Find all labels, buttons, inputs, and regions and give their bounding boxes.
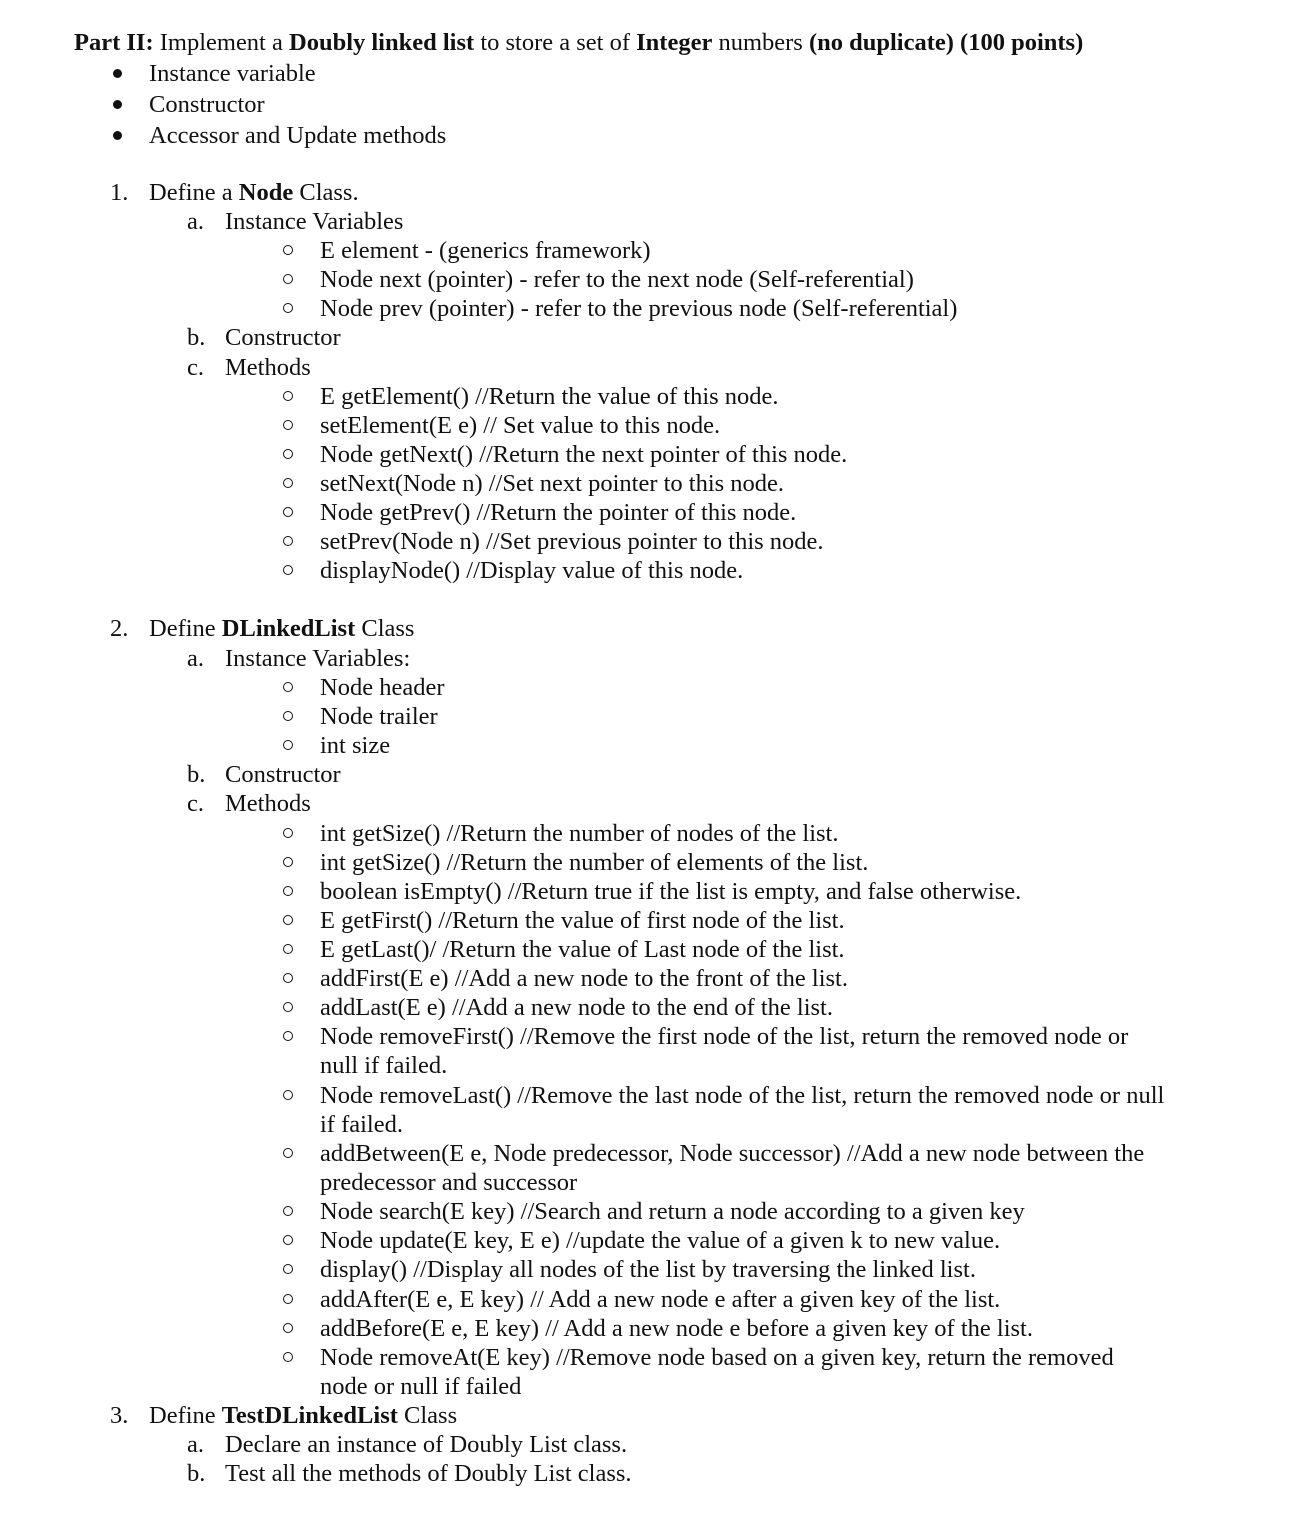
- circle-bullet-icon: [283, 478, 293, 488]
- subsection-label: Constructor: [225, 761, 341, 788]
- list-item: displayNode() //Display value of this node.: [320, 557, 744, 584]
- list-item: E getElement() //Return the value of this node.: [320, 383, 779, 410]
- circle-bullet-icon: [283, 536, 293, 546]
- list-item: E getLast()/ /Return the value of Last node of the list.: [320, 936, 845, 963]
- list-item: Node prev (pointer) - refer to the previous node (Self-referential): [320, 295, 958, 322]
- section-number: 2.: [110, 615, 129, 642]
- circle-bullet-icon: [283, 1235, 293, 1245]
- circle-bullet-icon: [283, 915, 293, 925]
- list-item: Node getPrev() //Return the pointer of this node.: [320, 499, 797, 526]
- bullet-item: Constructor: [149, 91, 265, 118]
- circle-bullet-icon: [283, 886, 293, 896]
- circle-bullet-icon: [283, 1323, 293, 1333]
- list-item: Node update(E key, E e) //update the value of a given k to new value.: [320, 1227, 1001, 1254]
- circle-bullet-icon: [283, 391, 293, 401]
- subsection-label: Instance Variables:: [225, 645, 411, 672]
- list-item: boolean isEmpty() //Return true if the list is empty, and false otherwise.: [320, 878, 1022, 905]
- list-item: int getSize() //Return the number of elements of the list.: [320, 849, 869, 876]
- subsection-marker: b.: [187, 761, 206, 788]
- section-number: 3.: [110, 1402, 129, 1429]
- bullet-item: Instance variable: [149, 60, 316, 87]
- section-number: 1.: [110, 179, 129, 206]
- circle-bullet-icon: [283, 857, 293, 867]
- circle-bullet-icon: [283, 1090, 293, 1100]
- list-item-continuation: node or null if failed: [320, 1373, 522, 1400]
- circle-bullet-icon: [283, 1002, 293, 1012]
- circle-bullet-icon: [283, 1031, 293, 1041]
- circle-bullet-icon: [283, 1206, 293, 1216]
- subsection-marker: c.: [187, 790, 204, 817]
- subsection-label: Test all the methods of Doubly List class.: [225, 1460, 632, 1487]
- circle-bullet-icon: [283, 682, 293, 692]
- circle-bullet-icon: [283, 274, 293, 284]
- part-heading: Part II: Implement a Doubly linked list to store a set of Integer numbers (no duplicate) (100 points): [74, 29, 1084, 56]
- subsection-marker: a.: [187, 1431, 204, 1458]
- list-item: setElement(E e) // Set value to this node.: [320, 412, 721, 439]
- subsection-marker: b.: [187, 1460, 206, 1487]
- list-item: addFirst(E e) //Add a new node to the front of the list.: [320, 965, 848, 992]
- circle-bullet-icon: [283, 420, 293, 430]
- list-item-continuation: null if failed.: [320, 1052, 448, 1079]
- circle-bullet-icon: [283, 1294, 293, 1304]
- subsection-marker: b.: [187, 324, 206, 351]
- list-item: int size: [320, 732, 391, 759]
- bullet-item: Accessor and Update methods: [149, 122, 447, 149]
- circle-bullet-icon: [283, 245, 293, 255]
- section-2-title: Define DLinkedList Class: [149, 615, 415, 642]
- circle-bullet-icon: [283, 973, 293, 983]
- circle-bullet-icon: [283, 565, 293, 575]
- circle-bullet-icon: [283, 1352, 293, 1362]
- list-item: Node search(E key) //Search and return a node according to a given key: [320, 1198, 1025, 1225]
- circle-bullet-icon: [283, 740, 293, 750]
- list-item: setPrev(Node n) //Set previous pointer to this node.: [320, 528, 824, 555]
- list-item: int getSize() //Return the number of nodes of the list.: [320, 820, 839, 847]
- section-1-title: Define a Node Class.: [149, 179, 359, 206]
- list-item: E element - (generics framework): [320, 237, 651, 264]
- circle-bullet-icon: [283, 449, 293, 459]
- list-item: display() //Display all nodes of the list by traversing the linked list.: [320, 1256, 976, 1283]
- list-item: Node next (pointer) - refer to the next node (Self-referential): [320, 266, 914, 293]
- circle-bullet-icon: [283, 1264, 293, 1274]
- list-item: addBetween(E e, Node predecessor, Node successor) //Add a new node between the: [320, 1140, 1145, 1167]
- list-item: Node removeAt(E key) //Remove node based on a given key, return the removed: [320, 1344, 1114, 1371]
- subsection-marker: a.: [187, 645, 204, 672]
- circle-bullet-icon: [283, 1148, 293, 1158]
- circle-bullet-icon: [283, 944, 293, 954]
- subsection-label: Methods: [225, 354, 311, 381]
- list-item-continuation: predecessor and successor: [320, 1169, 578, 1196]
- subsection-marker: c.: [187, 354, 204, 381]
- list-item: setNext(Node n) //Set next pointer to this node.: [320, 470, 785, 497]
- subsection-marker: a.: [187, 208, 204, 235]
- list-item: Node trailer: [320, 703, 438, 730]
- subsection-label: Methods: [225, 790, 311, 817]
- section-3-title: Define TestDLinkedList Class: [149, 1402, 458, 1429]
- list-item: addAfter(E e, E key) // Add a new node e after a given key of the list.: [320, 1286, 1001, 1313]
- subsection-label: Declare an instance of Doubly List class.: [225, 1431, 628, 1458]
- circle-bullet-icon: [283, 507, 293, 517]
- bullet-dot-icon: [113, 69, 122, 78]
- list-item: addBefore(E e, E key) // Add a new node e before a given key of the list.: [320, 1315, 1033, 1342]
- circle-bullet-icon: [283, 828, 293, 838]
- bullet-dot-icon: [113, 100, 122, 109]
- list-item: E getFirst() //Return the value of first node of the list.: [320, 907, 845, 934]
- subsection-label: Instance Variables: [225, 208, 404, 235]
- list-item-continuation: if failed.: [320, 1111, 403, 1138]
- list-item: Node getNext() //Return the next pointer of this node.: [320, 441, 848, 468]
- list-item: Node header: [320, 674, 445, 701]
- bullet-dot-icon: [113, 131, 122, 140]
- list-item: addLast(E e) //Add a new node to the end of the list.: [320, 994, 833, 1021]
- list-item: Node removeFirst() //Remove the first node of the list, return the removed node or: [320, 1023, 1129, 1050]
- circle-bullet-icon: [283, 711, 293, 721]
- list-item: Node removeLast() //Remove the last node of the list, return the removed node or null: [320, 1082, 1165, 1109]
- subsection-label: Constructor: [225, 324, 341, 351]
- circle-bullet-icon: [283, 303, 293, 313]
